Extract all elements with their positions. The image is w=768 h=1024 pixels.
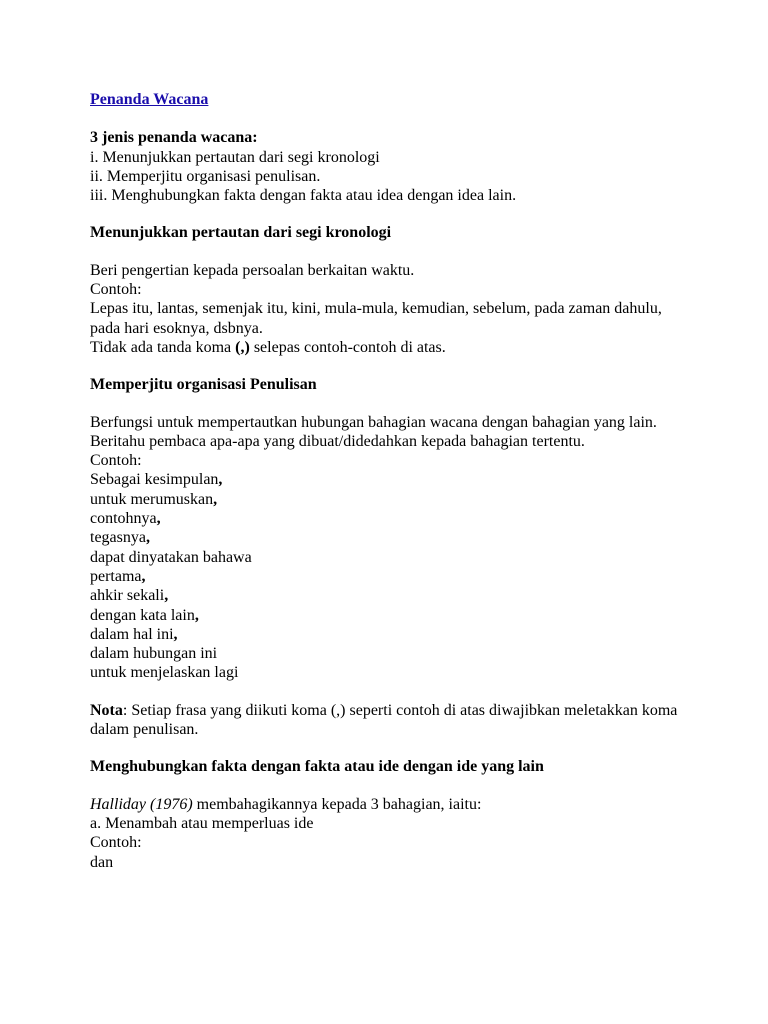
citation-line: [90, 795, 690, 814]
phrase-item: dapat dinyatakan bahawa: [90, 548, 252, 566]
nota-paragraph: [90, 701, 690, 740]
phrase-item: pertama,: [90, 567, 146, 585]
comma-note-post: selepas contoh-contoh di atas.: [249, 338, 446, 356]
nota-label: Nota: [90, 701, 123, 719]
intro-item: i. Menunjukkan pertautan dari segi kronologi: [90, 148, 380, 166]
phrase-item: Sebagai kesimpulan,: [90, 471, 223, 489]
nota-text: : Setiap frasa yang diikuti koma (,) seperti contoh di atas diwajibkan meletakkan koma dalam penulisan.: [90, 701, 678, 739]
section-organisasi: [90, 375, 690, 739]
section-heading: Memperjitu organisasi Penulisan: [90, 376, 317, 394]
section-kronologi: [90, 223, 690, 357]
citation-rest: membahagikannya kepada 3 bahagian, iaitu:: [192, 795, 482, 813]
contoh-label: Contoh:: [90, 281, 142, 299]
comma-note: [90, 338, 690, 357]
section-desc: Beritahu pembaca apa-apa yang dibuat/didedahkan kepada bahagian tertentu.: [90, 432, 585, 450]
intro-heading: 3 jenis penanda wacana:: [90, 129, 258, 147]
section-heading: Menunjukkan pertautan dari segi kronologi: [90, 224, 392, 242]
section-desc: Berfungsi untuk mempertautkan hubungan bahagian wacana dengan bahagian yang lain.: [90, 413, 657, 431]
comma-note-bold: (,): [235, 338, 250, 356]
section-desc: Beri pengertian kepada persoalan berkaitan waktu.: [90, 261, 415, 279]
phrase-item: dengan kata lain,: [90, 606, 199, 624]
intro-item: iii. Menghubungkan fakta dengan fakta atau idea dengan idea lain.: [90, 187, 517, 205]
title-link[interactable]: Penanda Wacana: [90, 91, 209, 108]
contoh-label: Contoh:: [90, 452, 142, 470]
citation: Halliday (1976): [90, 795, 193, 813]
document-page: [90, 90, 690, 872]
list-item: a. Menambah atau memperluas ide: [90, 814, 314, 832]
phrase-item: contohnya,: [90, 510, 161, 528]
phrase-item: tegasnya,: [90, 529, 150, 547]
phrase-item: dalam hal ini,: [90, 625, 178, 643]
section-hubungan: [90, 757, 690, 871]
intro-section: [90, 128, 690, 205]
phrase-item: untuk menjelaskan lagi: [90, 664, 239, 682]
example-word: dan: [90, 853, 114, 871]
contoh-label: Contoh:: [90, 834, 142, 852]
phrase-item: untuk merumuskan,: [90, 490, 218, 508]
comma-note-pre: Tidak ada tanda koma: [90, 338, 236, 356]
phrase-list: [90, 470, 690, 682]
phrase-item: ahkir sekali,: [90, 587, 169, 605]
intro-item: ii. Memperjitu organisasi penulisan.: [90, 167, 321, 185]
examples-text: Lepas itu, lantas, semenjak itu, kini, mula-mula, kemudian, sebelum, pada zaman dahulu, pada hari esoknya, dsbnya.: [90, 300, 662, 337]
section-heading: Menghubungkan fakta dengan fakta atau ide dengan ide yang lain: [90, 758, 544, 776]
phrase-item: dalam hubungan ini: [90, 645, 218, 663]
